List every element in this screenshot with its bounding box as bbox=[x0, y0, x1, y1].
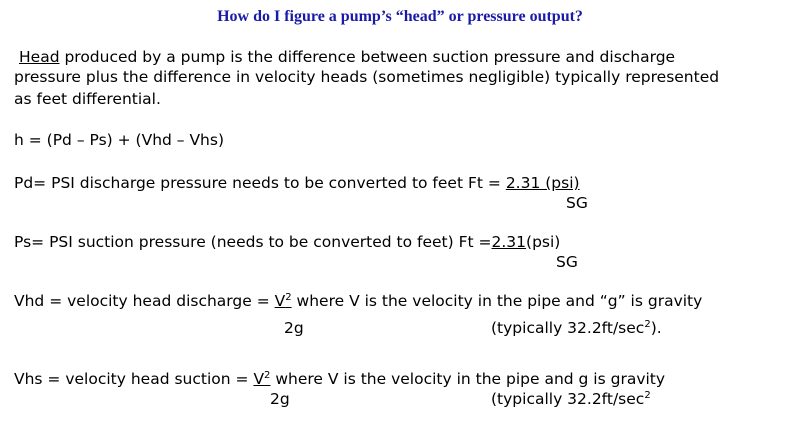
vhs-text: Vhs = velocity head suction = bbox=[14, 370, 254, 388]
intro-line-1-rest: produced by a pump is the difference between suction pressure and discharge bbox=[59, 48, 676, 66]
vhd-denominator: 2g bbox=[284, 319, 304, 337]
vhs-rest: where V is the velocity in the pipe and g is gravity bbox=[270, 370, 666, 388]
ps-numerator-rest: (psi) bbox=[526, 233, 561, 251]
vhd-rest: where V is the velocity in the pipe and “g” is gravity bbox=[291, 292, 703, 310]
page-title: How do I figure a pump’s “head” or pressure output? bbox=[217, 8, 583, 25]
ps-denominator: SG bbox=[556, 253, 578, 271]
intro-line-3: as feet differential. bbox=[14, 90, 161, 108]
pd-numerator: 2.31 (psi) bbox=[505, 174, 580, 192]
vhs-note-exponent: 2 bbox=[644, 389, 651, 401]
vhd-note-text: (typically 32.2ft/sec bbox=[491, 319, 645, 337]
vhs-note-text: (typically 32.2ft/sec bbox=[491, 390, 645, 408]
vhs-gravity-note bbox=[491, 389, 651, 409]
head-term: Head bbox=[19, 48, 60, 66]
vhd-numerator-v: V bbox=[274, 292, 286, 310]
vhd-note-exponent: 2 bbox=[644, 318, 651, 330]
vhs-definition bbox=[14, 369, 665, 389]
ps-definition bbox=[14, 232, 560, 252]
vhs-denominator: 2g bbox=[270, 390, 290, 408]
vhd-note-end: ). bbox=[650, 319, 662, 337]
pd-denominator: SG bbox=[566, 194, 588, 212]
vhs-numerator bbox=[253, 370, 270, 388]
head-formula: h = (Pd – Ps) + (Vhd – Vhs) bbox=[14, 131, 225, 149]
vhd-definition bbox=[14, 291, 702, 311]
pd-definition bbox=[14, 173, 580, 193]
vhd-exponent: 2 bbox=[285, 291, 292, 303]
intro-line-1 bbox=[19, 47, 675, 67]
vhd-text: Vhd = velocity head discharge = bbox=[14, 292, 275, 310]
vhd-numerator bbox=[275, 292, 292, 310]
vhs-numerator-v: V bbox=[253, 370, 265, 388]
ps-numerator: 2.31 bbox=[491, 233, 527, 251]
vhd-gravity-note bbox=[491, 318, 662, 338]
vhs-exponent: 2 bbox=[264, 369, 271, 381]
pd-text: Pd= PSI discharge pressure needs to be converted to feet Ft = bbox=[14, 174, 506, 192]
intro-line-2: pressure plus the difference in velocity heads (sometimes negligible) typically represented bbox=[14, 68, 720, 86]
ps-text: Ps= PSI suction pressure (needs to be converted to feet) Ft = bbox=[14, 233, 492, 251]
